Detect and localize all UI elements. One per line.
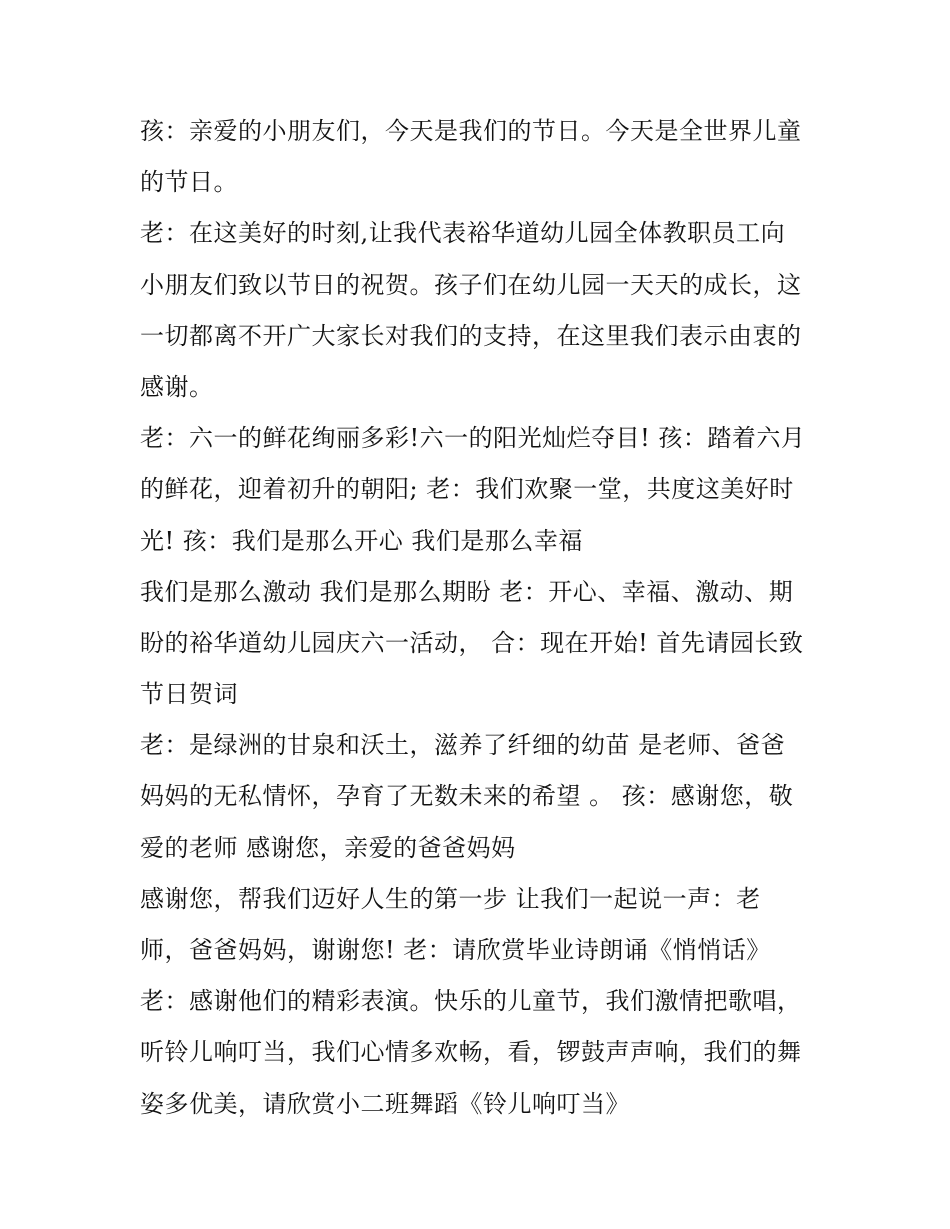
text-line: 妈妈的无私情怀，孕育了无数未来的希望 。 孩：感谢您，敬: [140, 782, 794, 811]
text-line: 姿多优美，请欣赏小二班舞蹈《铃儿响叮当》: [140, 1089, 630, 1118]
text-line: 的鲜花，迎着初升的朝阳; 老：我们欢聚一堂，共度这美好时: [140, 475, 794, 504]
text-line: 感谢。: [140, 372, 214, 401]
text-line: 师，爸爸妈妈，谢谢您! 老：请欣赏毕业诗朗诵《悄悄话》: [140, 936, 771, 964]
script-text: [140, 106, 830, 1130]
text-line: 老：是绿洲的甘泉和沃土，滋养了纤细的幼苗 是老师、爸爸: [140, 731, 786, 760]
text-line: 爱的老师 感谢您，亲爱的爸爸妈妈: [140, 833, 516, 862]
text-line: 我们是那么激动 我们是那么期盼 老：开心、幸福、激动、期: [140, 577, 794, 606]
text-line: 一切都离不开广大家长对我们的支持，在这里我们表示由衷的: [140, 321, 802, 350]
text-line: 盼的裕华道幼儿园庆六一活动， 合：现在开始! 首先请园长致: [140, 628, 804, 657]
text-line: 老：感谢他们的精彩表演。快乐的儿童节，我们激情把歌唱，: [140, 987, 802, 1016]
text-line: 的节日。: [140, 168, 238, 197]
text-line: 小朋友们致以节日的祝贺。孩子们在幼儿园一天天的成长，这: [140, 270, 802, 299]
text-line: 节日贺词: [140, 680, 238, 709]
text-line: 老：六一的鲜花绚丽多彩!六一的阳光灿烂夺目! 孩：踏着六月: [140, 424, 806, 453]
text-line: 老：在这美好的时刻,让我代表裕华道幼儿园全体教职员工向: [140, 219, 786, 248]
text-line: 感谢您，帮我们迈好人生的第一步 让我们一起说一声：老: [140, 884, 761, 913]
text-line: 听铃儿响叮当，我们心情多欢畅，看，锣鼓声声响，我们的舞: [140, 1038, 802, 1067]
text-line: 光! 孩：我们是那么开心 我们是那么幸福: [140, 526, 583, 555]
text-line: 孩：亲爱的小朋友们，今天是我们的节日。今天是全世界儿童: [140, 117, 802, 145]
